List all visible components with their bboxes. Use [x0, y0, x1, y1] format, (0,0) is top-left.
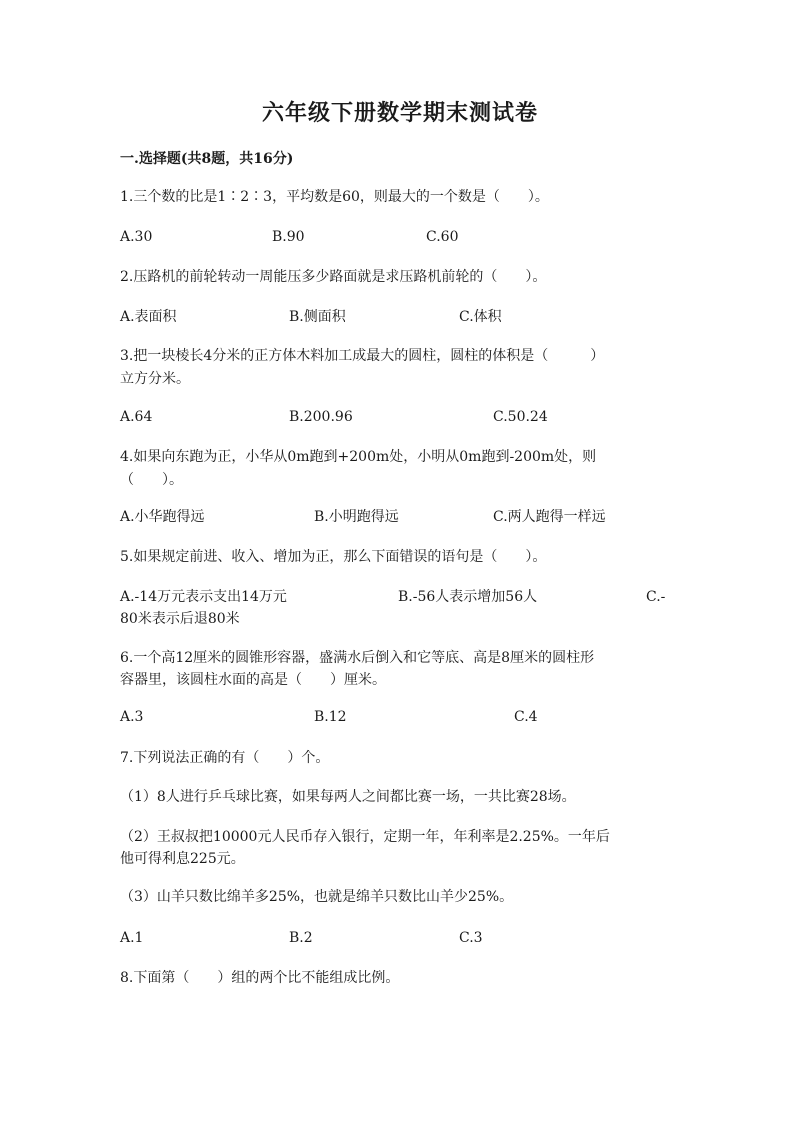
question-6-option-b: B.12	[314, 709, 347, 725]
question-5-option-c: C.-	[646, 589, 666, 605]
question-4-option-c: C.两人跑得一样远	[493, 509, 606, 525]
page-title: 六年级下册数学期末测试卷	[261, 100, 538, 126]
question-3-option-b: B.200.96	[289, 409, 353, 425]
question-2-stem: 2.压路机的前轮转动一周能压多少路面就是求压路机前轮的（ ）。	[120, 269, 547, 285]
question-1-option-a: A.30	[120, 229, 153, 245]
question-6-stem-line-1: 6.一个高12厘米的圆锥形容器，盛满水后倒入和它等底、高是8厘米的圆柱形	[120, 650, 595, 666]
question-2-option-a: A.表面积	[120, 309, 177, 325]
question-4-option-b: B.小明跑得远	[314, 509, 399, 525]
question-7-option-b: B.2	[289, 930, 313, 946]
question-5-option-a: A.-14万元表示支出14万元	[120, 589, 287, 605]
question-6-stem-line-2: 容器里，该圆柱水面的高是（ ）厘米。	[120, 672, 386, 688]
question-3-option-c: C.50.24	[493, 409, 548, 425]
section-heading: 一.选择题(共8题，共16分)	[120, 151, 294, 167]
question-7-statement-1: （1）8人进行乒乓球比赛，如果每两人之间都比赛一场，一共比赛28场。	[120, 789, 576, 805]
question-7-statement-3: （3）山羊只数比绵羊多25%，也就是绵羊只数比山羊少25%。	[120, 889, 514, 905]
question-2-option-b: B.侧面积	[289, 309, 346, 325]
question-3-stem-line-2: 立方分米。	[120, 371, 190, 387]
question-1-stem: 1.三个数的比是1∶2∶3，平均数是60，则最大的一个数是（ ）。	[120, 189, 549, 205]
question-8-stem: 8.下面第（ ）组的两个比不能组成比例。	[120, 970, 400, 986]
question-7-option-c: C.3	[459, 930, 483, 946]
question-3-option-a: A.64	[120, 409, 153, 425]
question-4-option-a: A.小华跑得远	[120, 509, 205, 525]
question-5-option-b: B.-56人表示增加56人	[398, 589, 538, 605]
question-3-stem-line-1: 3.把一块棱长4分米的正方体木料加工成最大的圆柱，圆柱的体积是（ ）	[120, 348, 605, 364]
question-4-stem-line-2: （ ）。	[120, 472, 183, 488]
question-6-option-a: A.3	[120, 709, 144, 725]
question-7-statement-2-line-2: 他可得利息225元。	[120, 851, 245, 867]
question-5-stem: 5.如果规定前进、收入、增加为正，那么下面错误的语句是（ ）。	[120, 549, 547, 565]
question-1-option-c: C.60	[426, 229, 459, 245]
question-1-option-b: B.90	[272, 229, 305, 245]
question-5-option-c-continued: 80米表示后退80米	[120, 611, 240, 627]
question-6-option-c: C.4	[514, 709, 538, 725]
question-4-stem-line-1: 4.如果向东跑为正，小华从0m跑到+200m处，小明从0m跑到-200m处，则	[120, 449, 597, 465]
question-2-option-c: C.体积	[459, 309, 502, 325]
question-7-option-a: A.1	[120, 930, 144, 946]
question-7-statement-2-line-1: （2）王叔叔把10000元人民币存入银行，定期一年，年利率是2.25%。一年后	[120, 829, 610, 845]
question-7-stem: 7.下列说法正确的有（ ）个。	[120, 750, 330, 766]
